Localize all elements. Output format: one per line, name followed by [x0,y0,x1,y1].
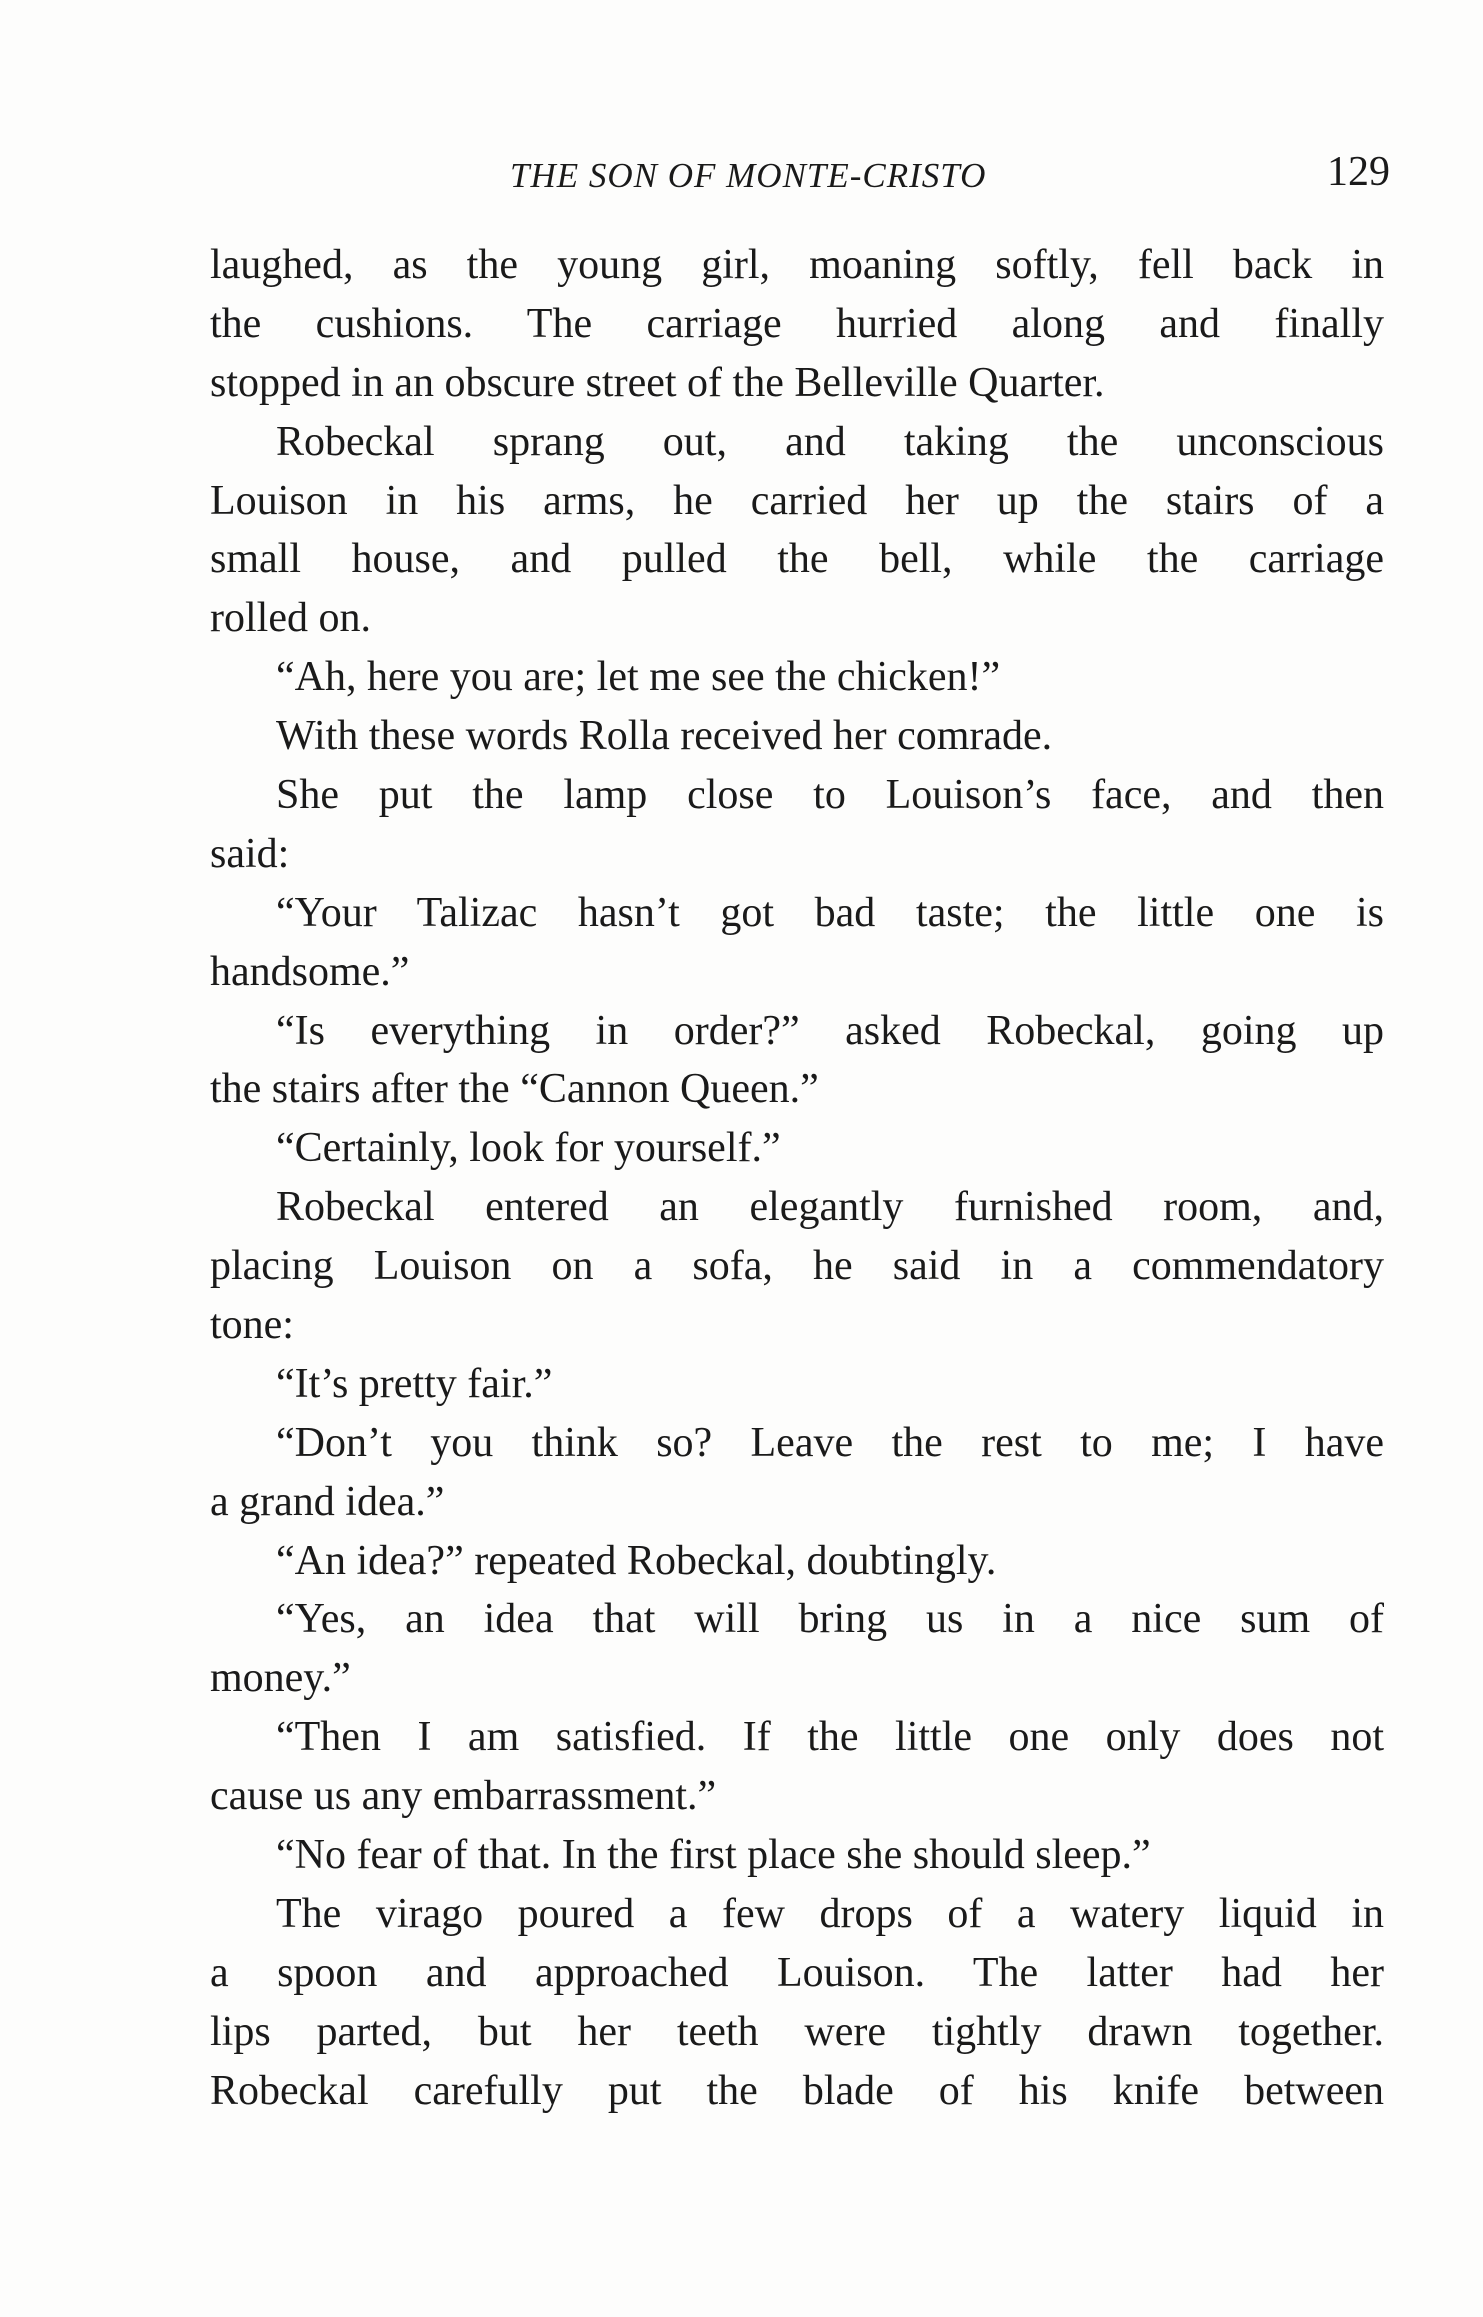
text-line: “No fear of that. In the first place she should sleep.” [276,1832,1151,1879]
running-title: THE SON OF MONTE-CRISTO [510,156,987,195]
text-line: handsome.” [210,948,410,995]
text-line: “Then I am satisfied. If the little one only does not [276,1714,1384,1761]
text-line: said: [210,830,290,877]
running-head [210,148,1390,208]
text-line: “An idea?” repeated Robeckal, doubtingly. [276,1537,997,1584]
text-line: “Your Talizac hasn’t got bad taste; the little one is [276,889,1384,936]
text-line: “Don’t you think so? Leave the rest to me; I have [276,1419,1384,1466]
body-text [210,236,1384,2121]
text-line: placing Louison on a sofa, he said in a commendatory [210,1243,1384,1290]
text-line: Louison in his arms, he carried her up the stairs of a [210,477,1384,524]
text-line: the stairs after the “Cannon Queen.” [210,1066,819,1113]
text-line: She put the lamp close to Louison’s face, and then [276,772,1384,819]
text-line: stopped in an obscure street of the Belleville Quarter. [210,359,1105,406]
text-line: “It’s pretty fair.” [276,1360,553,1407]
text-line: Robeckal carefully put the blade of his knife between [210,2067,1384,2114]
text-line: laughed, as the young girl, moaning softly, fell back in [210,242,1384,288]
text-line: “Certainly, look for yourself.” [276,1125,781,1172]
text-line: Robeckal sprang out, and taking the unconscious [276,418,1384,465]
text-line: “Yes, an idea that will bring us in a nice sum of [276,1596,1384,1643]
text-line: “Ah, here you are; let me see the chicken!” [276,654,1001,701]
text-line: small house, and pulled the bell, while the carriage [210,536,1384,583]
text-line: With these words Rolla received her comrade. [276,713,1053,760]
text-line: lips parted, but her teeth were tightly drawn together. [210,2008,1384,2055]
text-line: tone: [210,1302,294,1349]
text-line: money.” [210,1655,351,1702]
text-line: cause us any embarrassment.” [210,1773,717,1820]
text-line: a grand idea.” [210,1478,445,1525]
text-line: The virago poured a few drops of a watery liquid in [276,1890,1384,1937]
text-line: the cushions. The carriage hurried along and finally [210,300,1384,347]
text-line: Robeckal entered an elegantly furnished room, and, [276,1184,1384,1231]
text-line: a spoon and approached Louison. The latter had her [210,1949,1384,1996]
text-line: “Is everything in order?” asked Robeckal, going up [276,1007,1384,1054]
page-number: 129 [1327,149,1390,195]
text-line: rolled on. [210,595,371,642]
